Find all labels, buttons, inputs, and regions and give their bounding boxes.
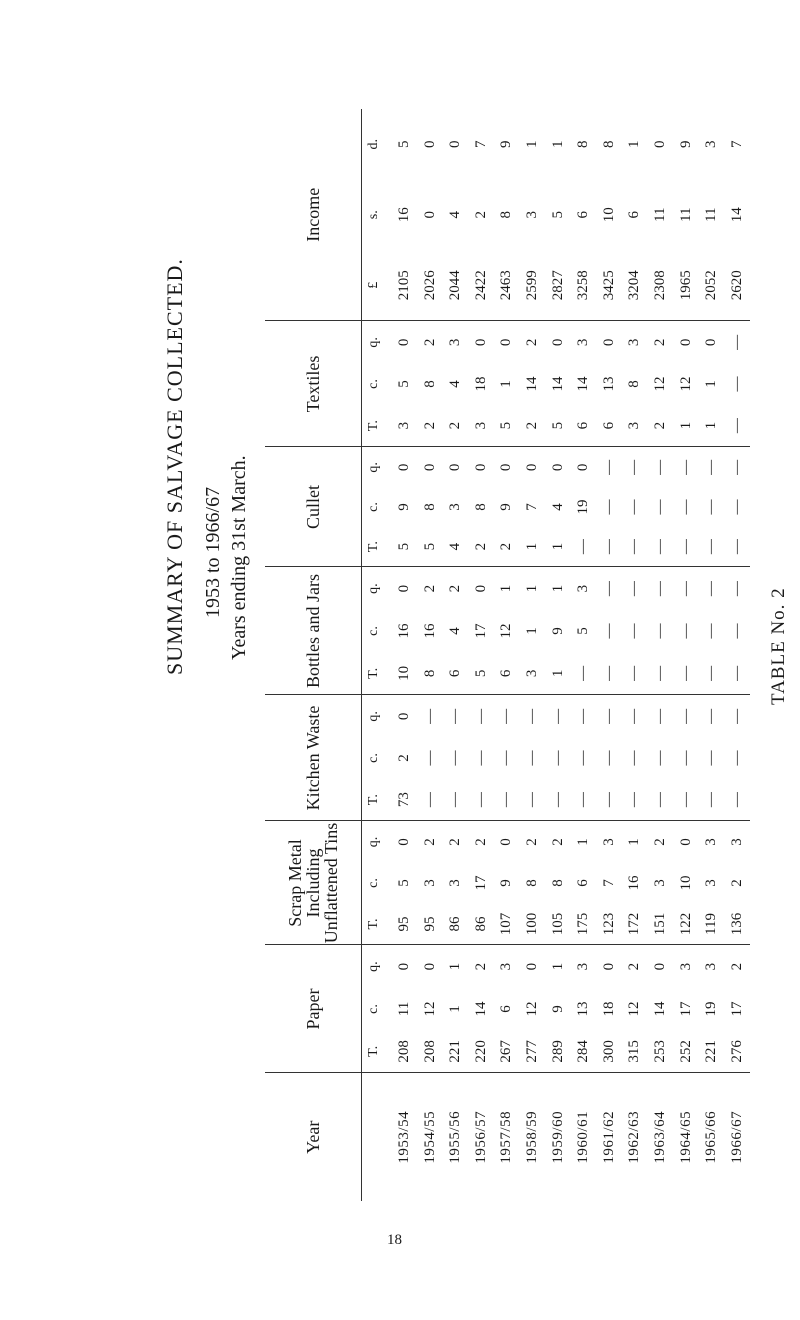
cullet-values: 0 0 0 0 0 0 0 0 — — — — — — [396, 459, 745, 475]
paper-values: 11 12 1 14 6 12 9 13 18 12 14 17 19 17 [396, 1001, 745, 1017]
kitchen-values: 2 — — — — — — — — — — — — — [396, 750, 745, 766]
textiles-values: 5 8 4 18 1 14 14 14 13 8 12 12 1 — [396, 376, 745, 392]
column-heading-cullet: Cullet [265, 447, 362, 567]
unit-label: T. [366, 420, 381, 432]
unit-label: q. [366, 961, 381, 972]
scrap-values: 5 3 3 17 9 8 8 6 7 16 3 10 3 2 [396, 875, 745, 891]
kitchen-values: 0 — — — — — — — — — — — — — [396, 708, 745, 724]
unit-label: c. [366, 379, 381, 389]
scrap-values: 95 95 86 86 107 100 105 175 123 172 151 122 119 136 [396, 912, 745, 936]
bottles-values: 10 8 6 5 6 3 1 — — — — — — — [396, 665, 745, 681]
income-values: 5 0 0 7 9 1 1 8 8 1 0 9 3 7 [396, 140, 745, 148]
column-group-paper [362, 945, 751, 1073]
column-heading-income: Income [265, 109, 362, 321]
scrap-values: 0 2 2 2 0 2 2 1 3 1 2 0 3 3 [396, 838, 745, 846]
textiles-values: 3 2 2 3 5 2 5 6 6 3 2 1 1 — [396, 418, 745, 434]
column-heading-paper: Paper [265, 945, 362, 1073]
year-values: 1953/54 1954/55 1955/56 1956/57 1957/58 1958/59 1959/60 1960/61 1961/62 1962/63 1963/64 1964/65 1965/66 1966/67 [396, 1110, 745, 1164]
salvage-table [265, 109, 750, 1201]
unit-label: c. [366, 753, 381, 763]
column-group-cullet [362, 447, 751, 567]
unit-label: q. [366, 462, 381, 473]
cullet-values: 9 8 3 8 9 7 4 19 — — — — — — [396, 499, 745, 515]
unit-label: T. [366, 918, 381, 930]
textiles-values: 0 2 3 0 0 2 0 3 0 3 2 0 0 — [396, 334, 745, 350]
title-line-3: Years ending 31st March. [228, 455, 250, 660]
unit-label: T. [366, 541, 381, 553]
unit-label: c. [366, 502, 381, 512]
column-group-year [362, 1073, 751, 1201]
column-group-textiles [362, 321, 751, 447]
column-group-scrap [362, 821, 751, 945]
column-heading-bottles: Bottles and Jars [265, 567, 362, 695]
kitchen-values: 73 — — — — — — — — — — — — — [396, 792, 745, 808]
unit-label: q. [366, 583, 381, 594]
income-values: 2105 2026 2044 2422 2463 2599 2827 3258 3425 3204 2308 1965 2052 2620 [396, 270, 745, 301]
paper-values: 208 208 221 220 267 277 289 284 300 315 253 252 221 276 [396, 1040, 745, 1063]
column-group-bottles [362, 567, 751, 695]
title-line-1: SUMMARY OF SALVAGE COLLECTED. [162, 258, 187, 675]
bottles-values: 16 16 4 17 12 1 9 5 — — — — — — [396, 623, 745, 639]
unit-label: q. [366, 711, 381, 722]
unit-label: d. [366, 139, 381, 150]
unit-label: T. [366, 667, 381, 679]
column-heading-textiles: Textiles [265, 321, 362, 447]
unit-label: £ [366, 281, 381, 289]
unit-label: s. [366, 210, 381, 220]
income-values: 16 0 4 2 8 3 5 6 10 6 11 11 11 14 [396, 207, 745, 223]
bottles-values: 0 2 2 0 1 1 1 3 — — — — — — [396, 581, 745, 597]
table-number: TABLE No. 2 [768, 587, 789, 705]
column-heading-scrap: Scrap Metal Including Unflattened Tins [265, 821, 362, 945]
unit-label: T. [366, 1045, 381, 1057]
column-group-income [362, 109, 751, 321]
unit-label: q. [366, 337, 381, 348]
title-line-2: 1953 to 1966/67 [202, 486, 224, 618]
column-heading-kitchen: Kitchen Waste [265, 695, 362, 821]
unit-label: c. [366, 626, 381, 636]
unit-label: q. [366, 836, 381, 848]
unit-label [362, 1074, 386, 1202]
column-group-kitchen [362, 695, 751, 821]
salvage-table-rotated [265, 109, 745, 1201]
paper-values: 0 0 1 2 3 0 1 3 0 2 0 3 3 2 [396, 962, 745, 971]
column-heading-year: Year [265, 1073, 362, 1201]
unit-label: c. [366, 1004, 381, 1014]
unit-label: c. [366, 878, 381, 888]
cullet-values: 5 5 4 2 2 1 1 — — — — — — — [396, 539, 745, 555]
unit-label: T. [366, 794, 381, 806]
page-number: 18 [387, 1232, 402, 1248]
